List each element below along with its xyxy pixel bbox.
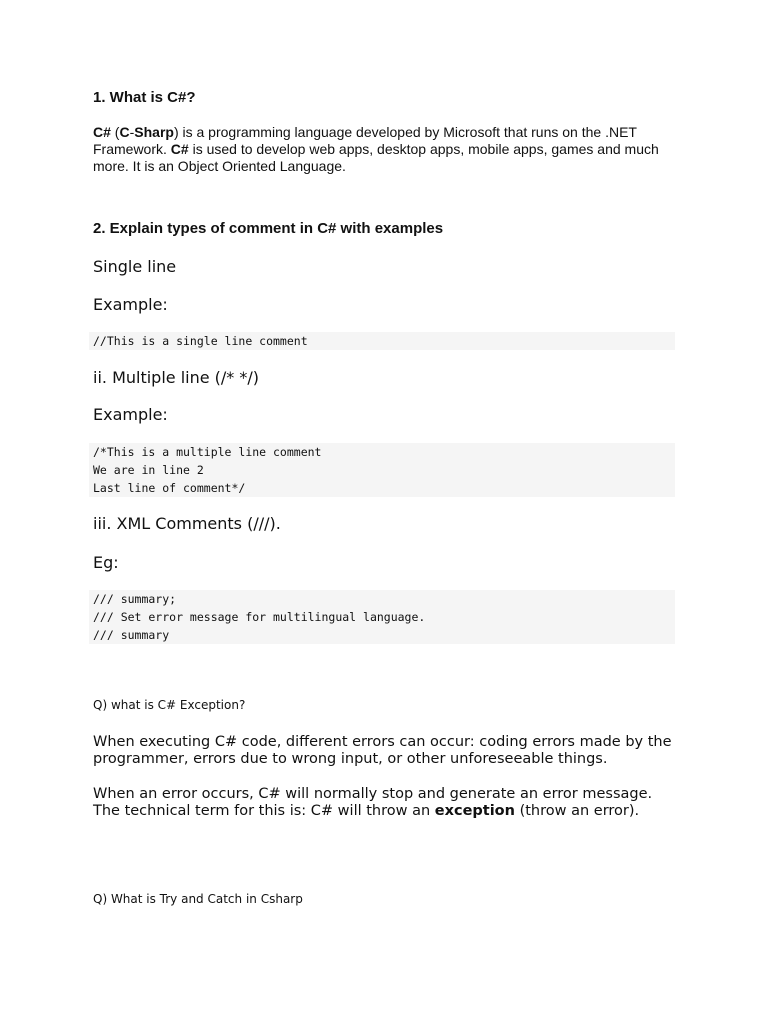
example-label: Example: xyxy=(93,405,168,424)
single-line-heading: Single line xyxy=(93,257,177,276)
exception-paragraph-1: When executing C# code, different errors can occur: coding errors made by the programmer, errors due to wrong input, or other unforeseeable things. xyxy=(93,734,672,767)
exception-paragraph-2 xyxy=(93,786,683,820)
xml-comments-heading: iii. XML Comments (///). xyxy=(93,514,281,533)
code-block-multiple-line xyxy=(89,443,675,497)
question-1-answer xyxy=(93,124,678,175)
code-line: /// summary; xyxy=(93,592,177,606)
code-line: /*This is a multiple line comment xyxy=(93,445,322,459)
answer-text: ) is a programming language developed by Microsoft that runs on the .NET Framework. xyxy=(93,124,637,157)
code-block-xml xyxy=(89,590,675,644)
term-csharp: C# xyxy=(93,124,111,140)
question-3-title: Q) what is C# Exception? xyxy=(93,698,246,712)
term-sharp: Sharp xyxy=(134,124,174,140)
answer-text: ( xyxy=(110,124,120,140)
question-1-title: 1. What is C#? xyxy=(93,89,196,106)
example-label: Example: xyxy=(93,295,168,314)
paragraph-text: When an error occurs, C# will normally stop and generate an error message. The technical term for this is: C# will throw an xyxy=(93,786,653,819)
term-csharp: C# xyxy=(170,141,189,157)
question-2-title: 2. Explain types of comment in C# with examples xyxy=(93,220,444,237)
code-line: We are in line 2 xyxy=(93,463,204,477)
code-line: /// Set error message for multilingual language. xyxy=(93,610,426,624)
paragraph-text: (throw an error). xyxy=(514,803,640,819)
answer-text: is used to develop web apps, desktop apps, mobile apps, games and much more. It is an Object Oriented Language. xyxy=(93,141,659,174)
answer-text: - xyxy=(129,124,135,140)
multiple-line-heading: ii. Multiple line (/* */) xyxy=(93,368,260,387)
term-exception: exception xyxy=(434,803,515,819)
code-line: /// summary xyxy=(93,628,170,642)
question-4-title: Q) What is Try and Catch in Csharp xyxy=(93,892,303,906)
eg-label: Eg: xyxy=(93,553,119,572)
code-line: //This is a single line comment xyxy=(93,334,308,348)
term-c: C xyxy=(119,124,130,140)
code-block-single-line xyxy=(89,332,675,350)
code-line: Last line of comment*/ xyxy=(93,481,246,495)
